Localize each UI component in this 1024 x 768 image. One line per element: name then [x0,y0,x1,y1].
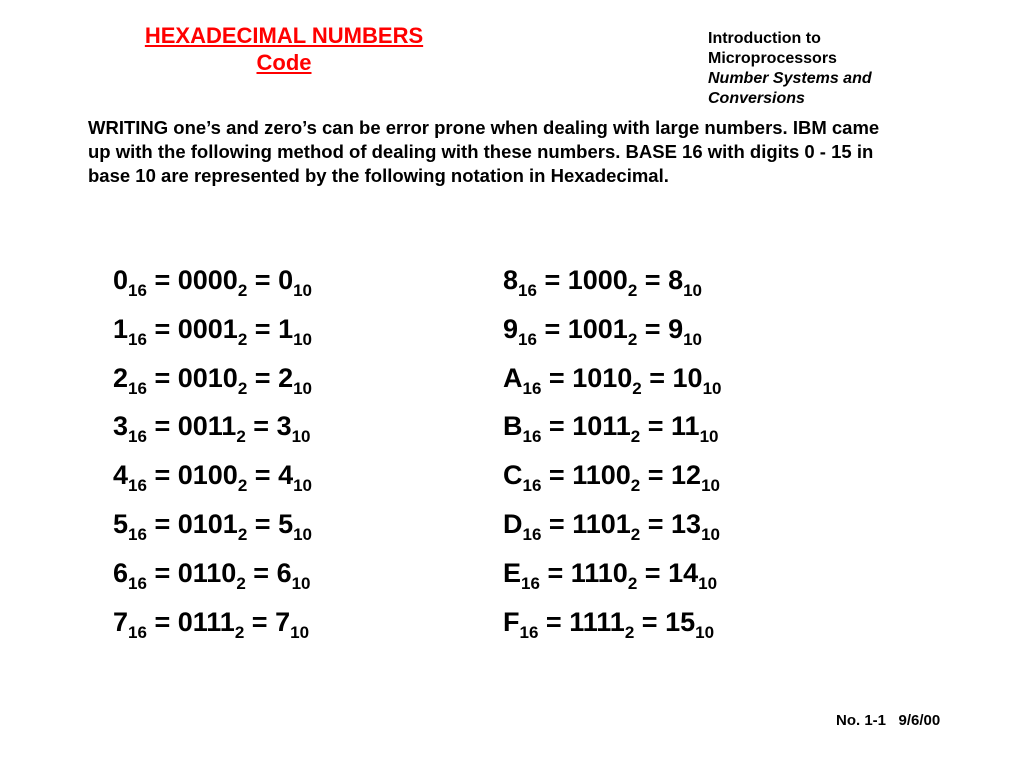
hex-digit: 0 [113,265,129,295]
conversion-row [113,451,312,500]
topic-line-1: Number Systems and [708,70,872,87]
equals-sign: = [640,460,672,491]
hex-base: 16 [128,524,147,544]
decimal-value: 3 [276,411,292,442]
conversion-list-left [113,256,312,646]
conversion-row [503,500,722,549]
decimal-value: 9 [668,313,684,344]
course-info [708,29,872,109]
binary-base: 2 [624,622,635,642]
equals-sign: = [541,362,573,393]
binary-value: 1000 [567,265,628,295]
decimal-value: 5 [278,508,294,539]
decimal-value: 6 [276,557,292,588]
hex-digit: 5 [113,508,129,539]
hex-digit: 1 [113,313,129,344]
title-line-2: Code [256,50,312,75]
decimal-base: 10 [293,476,313,496]
slide-number: No. 1-1 [836,712,887,729]
binary-base: 2 [237,476,248,496]
binary-value: 1001 [567,313,628,344]
hex-digit: F [503,606,520,637]
hex-base: 16 [519,622,539,642]
decimal-value: 11 [671,411,700,442]
equals-sign: = [538,606,570,637]
decimal-base: 10 [290,622,310,642]
hex-base: 16 [128,427,147,447]
binary-base: 2 [237,524,248,544]
equals-sign: = [247,362,279,393]
hex-digit: B [503,411,523,442]
decimal-base: 10 [702,378,722,398]
equals-sign: = [247,265,279,295]
conversion-row [503,305,722,354]
conversion-row [503,256,722,305]
course-name-line-1: Introduction to [708,30,821,47]
decimal-value: 4 [278,460,294,491]
decimal-value: 1 [278,313,294,344]
hex-digit: 8 [503,265,519,295]
decimal-value: 10 [672,362,703,393]
slide-footer [836,712,940,729]
equals-sign: = [637,557,669,588]
decimal-value: 12 [671,460,702,491]
decimal-base: 10 [293,281,313,300]
decimal-base: 10 [291,427,311,447]
equals-sign: = [247,508,279,539]
equals-sign: = [146,265,178,295]
binary-base: 2 [237,281,248,300]
equals-sign: = [146,362,178,393]
hex-digit: 7 [113,606,129,637]
intro-paragraph: WRITING one’s and zero’s can be error prone when dealing with large numbers. IBM came up with the following method of dealing with these numbers. BASE 16 with digits 0 - 15 in base 10 are represented by the following notation in Hexadecimal. [88,117,880,186]
binary-value: 1111 [569,606,625,637]
topic-line-2: Conversions [708,90,805,107]
conversion-list-right [503,256,722,646]
hex-digit: 9 [503,313,519,344]
hex-digit: 4 [113,460,129,491]
equals-sign: = [146,606,178,637]
decimal-base: 10 [695,622,715,642]
binary-value: 1110 [570,557,628,588]
binary-base: 2 [237,378,248,398]
decimal-base: 10 [293,524,313,544]
binary-value: 0011 [177,411,237,442]
conversion-row [503,354,722,403]
equals-sign: = [244,606,276,637]
binary-base: 2 [632,378,642,398]
binary-base: 2 [627,329,638,349]
equals-sign: = [245,411,277,442]
decimal-value: 14 [668,557,699,588]
binary-base: 2 [630,427,641,447]
slide-date: 9/6/00 [898,712,941,729]
hex-digit: 2 [113,362,129,393]
conversion-row [113,549,312,598]
binary-base: 2 [627,281,638,300]
hex-base: 16 [522,427,542,447]
binary-base: 2 [630,476,641,496]
binary-value: 0000 [177,265,238,295]
decimal-base: 10 [699,427,719,447]
hex-digit: C [503,460,523,491]
binary-base: 2 [236,573,246,593]
equals-sign: = [541,508,573,539]
decimal-base: 10 [683,329,703,349]
decimal-base: 10 [683,281,703,300]
decimal-value: 7 [275,606,291,637]
title-line-1: HEXADECIMAL NUMBERS [144,23,424,48]
hex-base: 16 [128,281,147,300]
decimal-base: 10 [291,573,311,593]
equals-sign: = [541,460,573,491]
conversion-row [113,256,312,305]
binary-base: 2 [236,427,246,447]
hex-base: 16 [128,573,147,593]
hex-base: 16 [521,573,540,593]
conversion-row [503,549,722,598]
conversion-row [113,402,312,451]
equals-sign: = [247,313,279,344]
equals-sign: = [146,508,178,539]
binary-value: 1011 [572,411,631,442]
decimal-base: 10 [698,573,718,593]
binary-value: 1101 [572,508,631,539]
hex-base: 16 [522,476,542,496]
decimal-value: 0 [278,265,294,295]
decimal-value: 8 [668,265,684,295]
binary-value: 0001 [177,313,238,344]
equals-sign: = [245,557,277,588]
hex-base: 16 [128,476,147,496]
conversion-row [503,598,722,647]
equals-sign: = [146,411,178,442]
hex-base: 16 [128,378,147,398]
binary-base: 2 [627,573,638,593]
decimal-value: 13 [671,508,702,539]
equals-sign: = [640,508,672,539]
hex-base: 16 [522,378,542,398]
equals-sign: = [641,362,673,393]
conversion-row [113,354,312,403]
conversion-row [503,451,722,500]
course-name-line-2: Microprocessors [708,50,837,67]
binary-value: 0111 [177,606,235,637]
binary-value: 0110 [177,557,237,588]
binary-base: 2 [237,329,248,349]
hex-base: 16 [518,329,537,349]
decimal-base: 10 [701,524,720,544]
equals-sign: = [634,606,666,637]
binary-base: 2 [234,622,245,642]
binary-value: 0010 [177,362,238,393]
equals-sign: = [541,411,573,442]
decimal-base: 10 [293,378,313,398]
hex-digit: 3 [113,411,129,442]
conversion-row [113,598,312,647]
decimal-base: 10 [701,476,720,496]
hex-digit: D [503,508,523,539]
conversion-row [113,500,312,549]
binary-base: 2 [630,524,641,544]
equals-sign: = [146,557,178,588]
equals-sign: = [640,411,672,442]
page-title [100,22,468,76]
decimal-value: 15 [665,606,696,637]
hex-base: 16 [522,524,542,544]
hex-base: 16 [128,329,147,349]
equals-sign: = [536,313,568,344]
hex-digit: A [503,362,523,393]
binary-value: 0100 [177,460,238,491]
equals-sign: = [247,460,279,491]
equals-sign: = [536,265,568,295]
binary-value: 1100 [572,460,631,491]
hex-digit: E [503,557,522,588]
equals-sign: = [146,313,178,344]
binary-value: 0101 [177,508,238,539]
equals-sign: = [146,460,178,491]
hex-base: 16 [128,622,147,642]
hex-digit: 6 [113,557,129,588]
decimal-base: 10 [293,329,313,349]
conversion-row [503,402,722,451]
equals-sign: = [637,313,669,344]
hex-base: 16 [518,281,537,300]
decimal-value: 2 [278,362,294,393]
equals-sign: = [539,557,571,588]
equals-sign: = [637,265,669,295]
binary-value: 1010 [572,362,633,393]
conversion-row [113,305,312,354]
